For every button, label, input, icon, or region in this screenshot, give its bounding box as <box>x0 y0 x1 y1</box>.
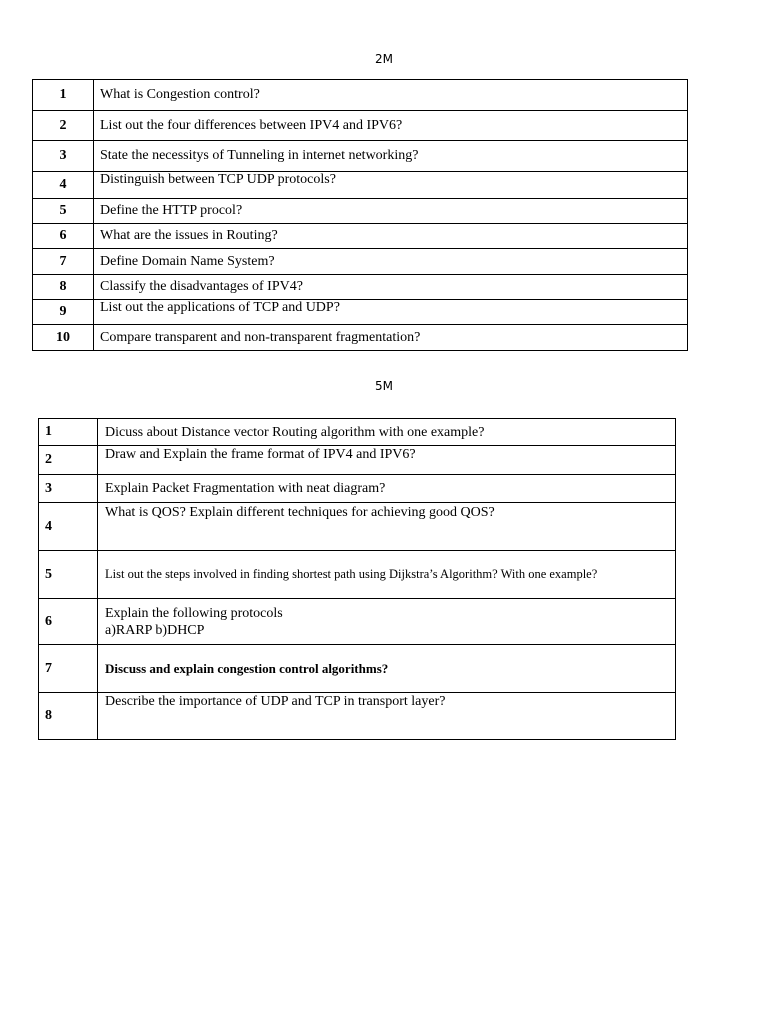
table-row <box>39 599 676 645</box>
question-text-line: Explain the following protocols <box>105 605 283 621</box>
table-row <box>33 111 688 141</box>
question-table-5m <box>38 418 676 740</box>
question-number: 3 <box>39 475 98 503</box>
question-text: What are the issues in Routing? <box>94 224 688 249</box>
section-heading-5m: 5M <box>375 379 393 393</box>
question-table-2m <box>32 79 688 351</box>
question-number: 6 <box>39 599 98 645</box>
question-text: Discuss and explain congestion control algorithms? <box>98 645 676 693</box>
question-text: List out the steps involved in finding shortest path using Dijkstra’s Algorithm? With one example? <box>98 551 676 599</box>
question-number: 8 <box>39 693 98 740</box>
question-number: 2 <box>39 446 98 475</box>
question-number: 9 <box>33 300 94 325</box>
question-text: Explain Packet Fragmentation with neat diagram? <box>98 475 676 503</box>
question-number: 5 <box>33 199 94 224</box>
question-number: 1 <box>39 419 98 446</box>
table-row <box>33 249 688 275</box>
question-number: 7 <box>33 249 94 275</box>
table-row <box>39 475 676 503</box>
question-text: List out the four differences between IPV4 and IPV6? <box>94 111 688 141</box>
table-row <box>33 199 688 224</box>
question-text: Compare transparent and non-transparent fragmentation? <box>94 325 688 351</box>
table-row <box>39 503 676 551</box>
table-row <box>33 141 688 172</box>
question-text: Dicuss about Distance vector Routing algorithm with one example? <box>98 419 676 446</box>
question-text: Distinguish between TCP UDP protocols? <box>94 172 688 199</box>
question-text: Draw and Explain the frame format of IPV4 and IPV6? <box>98 446 676 475</box>
table-row <box>39 551 676 599</box>
table-row <box>39 645 676 693</box>
question-number: 5 <box>39 551 98 599</box>
question-number: 10 <box>33 325 94 351</box>
question-text <box>98 599 676 645</box>
question-number: 4 <box>33 172 94 199</box>
question-number: 3 <box>33 141 94 172</box>
question-number: 7 <box>39 645 98 693</box>
question-text: Define Domain Name System? <box>94 249 688 275</box>
table-row <box>33 300 688 325</box>
question-text: List out the applications of TCP and UDP? <box>94 300 688 325</box>
table-row <box>39 446 676 475</box>
table-row <box>33 80 688 111</box>
question-number: 2 <box>33 111 94 141</box>
question-text: State the necessitys of Tunneling in internet networking? <box>94 141 688 172</box>
question-number: 8 <box>33 275 94 300</box>
question-text: Describe the importance of UDP and TCP in transport layer? <box>98 693 676 740</box>
question-number: 6 <box>33 224 94 249</box>
question-number: 1 <box>33 80 94 111</box>
question-text: Classify the disadvantages of IPV4? <box>94 275 688 300</box>
question-text: What is QOS? Explain different techniques for achieving good QOS? <box>98 503 676 551</box>
table-row <box>33 325 688 351</box>
table-row <box>33 224 688 249</box>
table-row <box>33 275 688 300</box>
question-number: 4 <box>39 503 98 551</box>
question-text-line: a)RARP b)DHCP <box>105 622 205 638</box>
table-row <box>39 693 676 740</box>
question-text: Define the HTTP procol? <box>94 199 688 224</box>
table-row <box>33 172 688 199</box>
section-heading-2m: 2M <box>375 52 393 66</box>
table-row <box>39 419 676 446</box>
question-text: What is Congestion control? <box>94 80 688 111</box>
